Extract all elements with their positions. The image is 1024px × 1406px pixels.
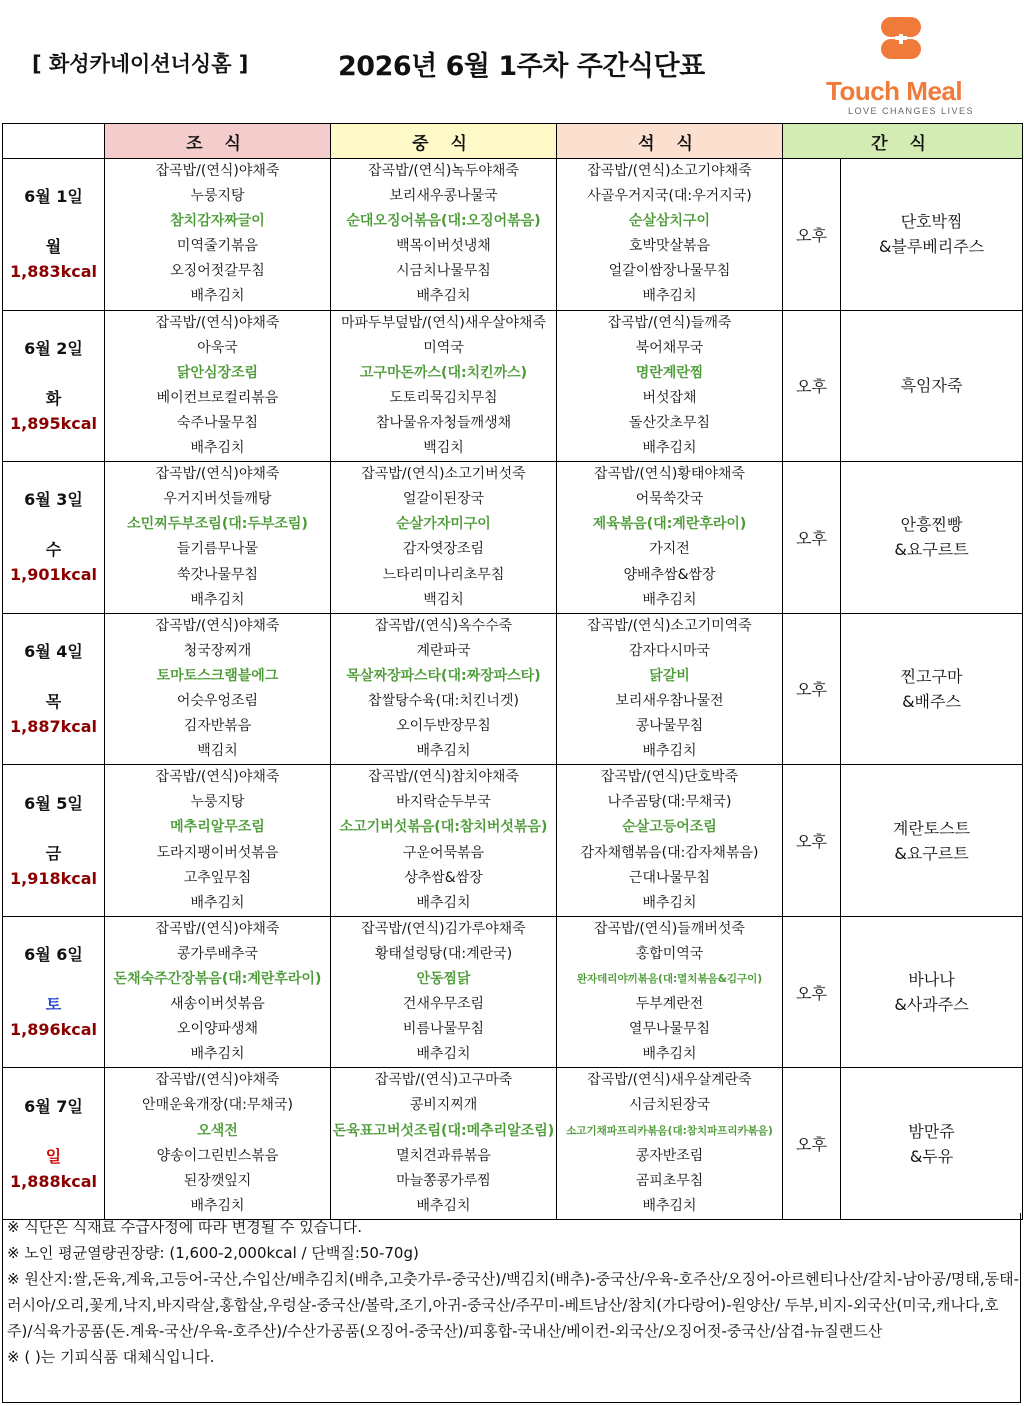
snack-item: &배주스 bbox=[902, 691, 961, 711]
lunch-item: 안동찜닭 bbox=[416, 971, 471, 987]
date-label: 6월 4일 bbox=[24, 641, 83, 661]
lunch-item: 잡곡밥/(연식)옥수수죽 bbox=[374, 617, 513, 634]
breakfast-item: 오색전 bbox=[197, 1122, 238, 1139]
date-label: 6월 2일 bbox=[24, 338, 83, 358]
breakfast-item: 아욱국 bbox=[197, 339, 238, 356]
breakfast-cell bbox=[105, 462, 331, 614]
lunch-item: 미역국 bbox=[423, 339, 464, 356]
breakfast-item: 우거지버섯들깨탕 bbox=[163, 491, 272, 508]
dinner-item: 양배추쌈&쌈장 bbox=[623, 566, 716, 583]
date-cell bbox=[3, 613, 105, 765]
snack-item: &두유 bbox=[909, 1146, 954, 1166]
breakfast-item: 미역줄기볶음 bbox=[176, 238, 259, 255]
dinner-item: 콩자반조림 bbox=[635, 1147, 704, 1164]
lunch-item: 배추김치 bbox=[416, 894, 471, 911]
breakfast-item: 오이양파생채 bbox=[176, 1021, 259, 1038]
dinner-item: 어묵쑥갓국 bbox=[635, 491, 704, 508]
lunch-item: 황태설렁탕(대:계란국) bbox=[374, 945, 513, 962]
breakfast-item: 돈채숙주간장볶음(대:계란후라이) bbox=[113, 971, 322, 987]
lunch-item: 배추김치 bbox=[416, 288, 471, 305]
day-row bbox=[3, 765, 1023, 917]
dinner-item: 나주곰탕(대:무채국) bbox=[607, 794, 732, 811]
breakfast-cell bbox=[105, 1068, 331, 1220]
snack-time: 오후 bbox=[783, 765, 841, 917]
day-row bbox=[3, 310, 1023, 462]
lunch-item: 얼갈이된장국 bbox=[402, 491, 485, 508]
breakfast-item: 잡곡밥/(연식)야채죽 bbox=[155, 314, 280, 331]
snack-item: 찐고구마 bbox=[900, 666, 963, 686]
dinner-item: 완자데리야끼볶음(대:멸치볶음&김구이) bbox=[576, 973, 763, 985]
lunch-item: 배추김치 bbox=[416, 1046, 471, 1063]
kcal-label: 1,918kcal bbox=[9, 868, 97, 888]
date-label: 6월 3일 bbox=[24, 490, 83, 510]
breakfast-item: 김자반볶음 bbox=[183, 718, 252, 735]
lunch-item: 배추김치 bbox=[416, 743, 471, 760]
breakfast-item: 배추김치 bbox=[190, 288, 245, 305]
lunch-cell bbox=[331, 765, 557, 917]
snack-time: 오후 bbox=[783, 462, 841, 614]
breakfast-item: 양송이그린빈스볶음 bbox=[156, 1147, 279, 1164]
lunch-item: 오이두반장무침 bbox=[396, 718, 491, 735]
breakfast-item: 어슷우엉조림 bbox=[176, 692, 259, 709]
dinner-item: 배추김치 bbox=[642, 1046, 697, 1063]
weekday-label: 월 bbox=[45, 237, 62, 257]
lunch-item: 순살가자미구이 bbox=[396, 516, 491, 533]
lunch-item: 시금치나물무침 bbox=[396, 263, 491, 280]
breakfast-item: 토마토스크램블에그 bbox=[156, 667, 279, 684]
lunch-item: 비름나물무침 bbox=[402, 1021, 485, 1038]
snack-cell bbox=[841, 462, 1023, 614]
breakfast-cell bbox=[105, 613, 331, 765]
kcal-label: 1,883kcal bbox=[9, 262, 97, 282]
dinner-item: 배추김치 bbox=[642, 591, 697, 608]
snack-cell bbox=[841, 613, 1023, 765]
breakfast-header: 조 식 bbox=[105, 124, 331, 159]
dinner-item: 잡곡밥/(연식)소고기미역죽 bbox=[587, 617, 752, 634]
page-title: 2026년 6월 1주차 주간식단표 bbox=[338, 51, 705, 82]
breakfast-item: 닭안심장조림 bbox=[176, 364, 259, 381]
note-change: ※ 식단은 식재료 수급사정에 따라 변경될 수 있습니다. bbox=[7, 1218, 363, 1236]
weekday-label: 토 bbox=[45, 995, 62, 1015]
breakfast-item: 안매운육개장(대:무채국) bbox=[142, 1097, 293, 1114]
dinner-cell bbox=[557, 765, 783, 917]
note-calories: ※ 노인 평균열량권장량: (1,600-2,000kcal / 단백질:50-70g) bbox=[7, 1244, 419, 1262]
lunch-header: 중 식 bbox=[331, 124, 557, 159]
date-label: 6월 7일 bbox=[24, 1096, 83, 1116]
dinner-item: 배추김치 bbox=[642, 743, 697, 760]
snack-time: 오후 bbox=[783, 159, 841, 311]
breakfast-item: 잡곡밥/(연식)야채죽 bbox=[155, 1072, 280, 1089]
page-header bbox=[0, 0, 1024, 122]
weekday-label: 목 bbox=[45, 691, 62, 711]
day-row bbox=[3, 159, 1023, 311]
lunch-item: 잡곡밥/(연식)고구마죽 bbox=[374, 1072, 513, 1089]
lunch-cell bbox=[331, 310, 557, 462]
breakfast-item: 들기름무나물 bbox=[176, 541, 259, 558]
breakfast-item: 쑥갓나물무침 bbox=[176, 566, 259, 583]
date-cell bbox=[3, 159, 105, 311]
lunch-item: 고구마돈까스(대:치킨까스) bbox=[359, 364, 528, 381]
snack-header: 간 식 bbox=[783, 124, 1023, 159]
lunch-item: 잡곡밥/(연식)참치야채죽 bbox=[368, 769, 519, 786]
dinner-item: 배추김치 bbox=[642, 288, 697, 305]
dinner-item: 잡곡밥/(연식)단호박죽 bbox=[600, 769, 739, 786]
dinner-item: 제육볶음(대:계란후라이) bbox=[592, 516, 747, 533]
kcal-label: 1,896kcal bbox=[9, 1020, 97, 1040]
dinner-item: 열무나물무침 bbox=[628, 1021, 711, 1038]
lunch-item: 배추김치 bbox=[416, 1197, 471, 1214]
breakfast-item: 잡곡밥/(연식)야채죽 bbox=[155, 920, 280, 937]
dinner-item: 두부계란전 bbox=[635, 996, 704, 1013]
lunch-item: 콩비지찌개 bbox=[409, 1097, 478, 1114]
dinner-item: 배추김치 bbox=[642, 440, 697, 457]
dinner-item: 돌산갓초무침 bbox=[628, 414, 711, 431]
weekday-label: 금 bbox=[45, 843, 62, 863]
dinner-cell bbox=[557, 159, 783, 311]
breakfast-item: 배추김치 bbox=[190, 1197, 245, 1214]
dinner-item: 잡곡밥/(연식)황태야채죽 bbox=[594, 466, 745, 483]
dinner-item: 잡곡밥/(연식)소고기야채죽 bbox=[587, 163, 752, 179]
breakfast-item: 누룽지탕 bbox=[190, 794, 245, 811]
date-cell bbox=[3, 916, 105, 1068]
snack-item: &사과주스 bbox=[894, 995, 969, 1015]
breakfast-cell bbox=[105, 916, 331, 1068]
lunch-item: 계란파국 bbox=[416, 642, 471, 659]
breakfast-cell bbox=[105, 765, 331, 917]
dinner-item: 시금치된장국 bbox=[628, 1097, 711, 1114]
lunch-item: 마늘쫑콩가루찜 bbox=[396, 1172, 491, 1189]
dinner-item: 닭갈비 bbox=[649, 667, 690, 684]
lunch-item: 잡곡밥/(연식)김가루야채죽 bbox=[361, 920, 526, 937]
snack-item: &요구르트 bbox=[894, 540, 969, 560]
lunch-cell bbox=[331, 916, 557, 1068]
snack-item: 바나나 bbox=[908, 970, 955, 990]
lunch-item: 보리새우콩나물국 bbox=[389, 188, 498, 205]
menu-body bbox=[3, 159, 1023, 1220]
breakfast-item: 고추잎무침 bbox=[183, 869, 252, 886]
lunch-item: 찹쌀탕수육(대:치킨너겟) bbox=[368, 692, 519, 709]
breakfast-item: 백김치 bbox=[197, 743, 238, 760]
kcal-label: 1,901kcal bbox=[9, 565, 97, 585]
lunch-cell bbox=[331, 159, 557, 311]
dinner-item: 순살고등어조림 bbox=[622, 819, 717, 836]
snack-item: 흑임자죽 bbox=[900, 376, 963, 396]
dinner-item: 순살삼치구이 bbox=[628, 213, 711, 230]
breakfast-item: 참치감자짜글이 bbox=[170, 213, 265, 230]
snack-time: 오후 bbox=[783, 916, 841, 1068]
dinner-item: 감자채햄볶음(대:감자채볶음) bbox=[580, 844, 759, 861]
breakfast-item: 잡곡밥/(연식)야채죽 bbox=[155, 163, 280, 179]
breakfast-item: 청국장찌개 bbox=[183, 642, 252, 659]
dinner-header: 석 식 bbox=[557, 124, 783, 159]
lunch-item: 감자엿장조림 bbox=[402, 541, 485, 558]
snack-item: 계란토스트 bbox=[892, 818, 971, 838]
day-row bbox=[3, 613, 1023, 765]
breakfast-item: 오징어젓갈무침 bbox=[170, 263, 265, 280]
dinner-item: 보리새우참나물전 bbox=[615, 692, 724, 709]
notes-box bbox=[2, 1213, 1021, 1403]
snack-item: 안흥찐빵 bbox=[900, 515, 963, 535]
note-origin: ※ 원산지:쌀,돈육,계육,고등어-국산,수입산/배추김치(배추,고춧가루-중국산)/백김치(배추)-중국산/우육-호주산/오징어-아르헨티나산/갈치-남아공/명태,동태-러시아/오리,꽃게,낙지,바지락살,홍합살,우렁살-중국산/볼락,조기,아귀-중국산/주꾸미-베트남산/참치(가다랑어)-원양산/ 두부,비지-외국산(미국,캐나다,호주)/식육가공품(돈.계육-국산/우육-호주산)/수산가공품(오징어-중국산)/피홍합-국내산/베이컨-외국산/오징어젓-중국산/삼겹-뉴질랜드산 bbox=[7, 1270, 1020, 1340]
date-cell bbox=[3, 1068, 105, 1220]
lunch-item: 구운어묵볶음 bbox=[402, 844, 485, 861]
dinner-item: 가지전 bbox=[649, 541, 690, 558]
facility-name: [ 화성카네이션너싱홈 ] bbox=[32, 52, 249, 76]
header-row bbox=[3, 124, 1023, 159]
lunch-item: 잡곡밥/(연식)소고기버섯죽 bbox=[361, 466, 526, 483]
dinner-cell bbox=[557, 310, 783, 462]
snack-cell bbox=[841, 765, 1023, 917]
dinner-item: 버섯잡채 bbox=[642, 389, 697, 406]
breakfast-cell bbox=[105, 310, 331, 462]
breakfast-item: 콩가루배추국 bbox=[176, 945, 259, 962]
snack-time: 오후 bbox=[783, 1068, 841, 1220]
lunch-item: 도토리묵김치무침 bbox=[389, 389, 498, 406]
breakfast-item: 새송이버섯볶음 bbox=[170, 996, 265, 1013]
day-row bbox=[3, 916, 1023, 1068]
dinner-item: 사골우거지국(대:우거지국) bbox=[587, 188, 752, 205]
snack-cell bbox=[841, 159, 1023, 311]
weekly-menu-table bbox=[2, 123, 1023, 1220]
dinner-item: 배추김치 bbox=[642, 1197, 697, 1214]
lunch-item: 바지락순두부국 bbox=[396, 794, 491, 811]
dinner-item: 잡곡밥/(연식)들깨버섯죽 bbox=[594, 920, 745, 937]
lunch-item: 목살짜장파스타(대:짜장파스타) bbox=[346, 667, 541, 684]
kcal-label: 1,895kcal bbox=[9, 413, 97, 433]
weekday-label: 일 bbox=[45, 1146, 62, 1166]
date-cell bbox=[3, 765, 105, 917]
breakfast-item: 배추김치 bbox=[190, 591, 245, 608]
snack-item: 단호박찜 bbox=[900, 212, 963, 232]
dinner-item: 근대나물무침 bbox=[628, 869, 711, 886]
lunch-item: 순대오징어볶음(대:오징어볶음) bbox=[346, 213, 541, 230]
kcal-label: 1,888kcal bbox=[9, 1171, 97, 1191]
date-label: 6월 1일 bbox=[24, 187, 83, 207]
dinner-item: 홍합미역국 bbox=[635, 945, 704, 962]
lunch-item: 느타리미나리초무침 bbox=[382, 566, 505, 583]
breakfast-item: 도라지팽이버섯볶음 bbox=[156, 844, 279, 861]
snack-item: &블루베리주스 bbox=[878, 237, 985, 257]
dinner-item: 잡곡밥/(연식)새우살계란죽 bbox=[587, 1072, 752, 1089]
dinner-item: 호박맛살볶음 bbox=[628, 238, 711, 255]
dinner-item: 명란계란찜 bbox=[635, 364, 704, 381]
breakfast-item: 소민찌두부조림(대:두부조림) bbox=[127, 516, 308, 533]
kcal-label: 1,887kcal bbox=[9, 716, 97, 736]
day-row bbox=[3, 1068, 1023, 1220]
breakfast-item: 배추김치 bbox=[190, 1046, 245, 1063]
breakfast-item: 누룽지탕 bbox=[190, 188, 245, 205]
snack-cell bbox=[841, 1068, 1023, 1220]
lunch-item: 잡곡밥/(연식)녹두야채죽 bbox=[368, 163, 519, 179]
dinner-item: 북어채무국 bbox=[635, 339, 704, 356]
dinner-cell bbox=[557, 613, 783, 765]
breakfast-item: 메추리알무조림 bbox=[170, 819, 265, 836]
date-label: 6월 5일 bbox=[24, 793, 83, 813]
lunch-item: 백목이버섯냉채 bbox=[396, 238, 491, 255]
touch-meal-logo bbox=[822, 14, 992, 116]
blank-header bbox=[3, 124, 105, 159]
logo-tagline: LOVE CHANGES LIVES bbox=[848, 106, 975, 116]
snack-cell bbox=[841, 310, 1023, 462]
date-cell bbox=[3, 310, 105, 462]
snack-item: &요구르트 bbox=[894, 843, 969, 863]
breakfast-item: 잡곡밥/(연식)야채죽 bbox=[155, 617, 280, 634]
dinner-item: 곰피초무침 bbox=[635, 1172, 704, 1189]
lunch-item: 마파두부덮밥/(연식)새우살야채죽 bbox=[341, 314, 546, 331]
breakfast-item: 베이컨브로컬리볶음 bbox=[156, 389, 279, 406]
dinner-item: 감자다시마국 bbox=[628, 642, 711, 659]
date-cell bbox=[3, 462, 105, 614]
lunch-item: 멸치견과류볶음 bbox=[396, 1147, 491, 1164]
lunch-cell bbox=[331, 1068, 557, 1220]
dinner-cell bbox=[557, 1068, 783, 1220]
date-label: 6월 6일 bbox=[24, 945, 83, 965]
note-substitute: ※ ( )는 기피식품 대체식입니다. bbox=[7, 1348, 215, 1366]
snack-time: 오후 bbox=[783, 310, 841, 462]
day-row bbox=[3, 462, 1023, 614]
dinner-item: 배추김치 bbox=[642, 894, 697, 911]
breakfast-item: 배추김치 bbox=[190, 894, 245, 911]
dinner-item: 잡곡밥/(연식)들깨죽 bbox=[607, 314, 732, 331]
logo-text: Touch Meal bbox=[826, 76, 963, 106]
lunch-item: 참나물유자청들깨생채 bbox=[375, 414, 512, 431]
lunch-item: 백김치 bbox=[423, 591, 464, 608]
snack-item: 밤만쥬 bbox=[908, 1121, 955, 1141]
dinner-cell bbox=[557, 462, 783, 614]
breakfast-item: 숙주나물무침 bbox=[176, 414, 259, 431]
clover-heart-icon bbox=[875, 14, 935, 70]
breakfast-item: 잡곡밥/(연식)야채죽 bbox=[155, 466, 280, 483]
lunch-item: 건새우무조림 bbox=[402, 996, 485, 1013]
dinner-item: 소고기채파프리카볶음(대:참치파프리카볶음) bbox=[566, 1124, 773, 1137]
weekday-label: 수 bbox=[45, 540, 62, 560]
breakfast-item: 된장깻잎지 bbox=[183, 1172, 252, 1189]
lunch-cell bbox=[331, 613, 557, 765]
dinner-item: 콩나물무침 bbox=[635, 718, 704, 735]
snack-time: 오후 bbox=[783, 613, 841, 765]
breakfast-item: 배추김치 bbox=[190, 440, 245, 457]
lunch-item: 돈육표고버섯조림(대:메추리알조림) bbox=[332, 1122, 555, 1139]
lunch-item: 소고기버섯볶음(대:참치버섯볶음) bbox=[339, 819, 548, 836]
lunch-cell bbox=[331, 462, 557, 614]
snack-cell bbox=[841, 916, 1023, 1068]
breakfast-cell bbox=[105, 159, 331, 311]
dinner-item: 얼갈이쌈장나물무침 bbox=[608, 263, 731, 280]
breakfast-item: 잡곡밥/(연식)야채죽 bbox=[155, 769, 280, 786]
dinner-cell bbox=[557, 916, 783, 1068]
lunch-item: 상추쌈&쌈장 bbox=[404, 869, 483, 886]
weekday-label: 화 bbox=[45, 388, 62, 408]
lunch-item: 백김치 bbox=[423, 440, 464, 457]
